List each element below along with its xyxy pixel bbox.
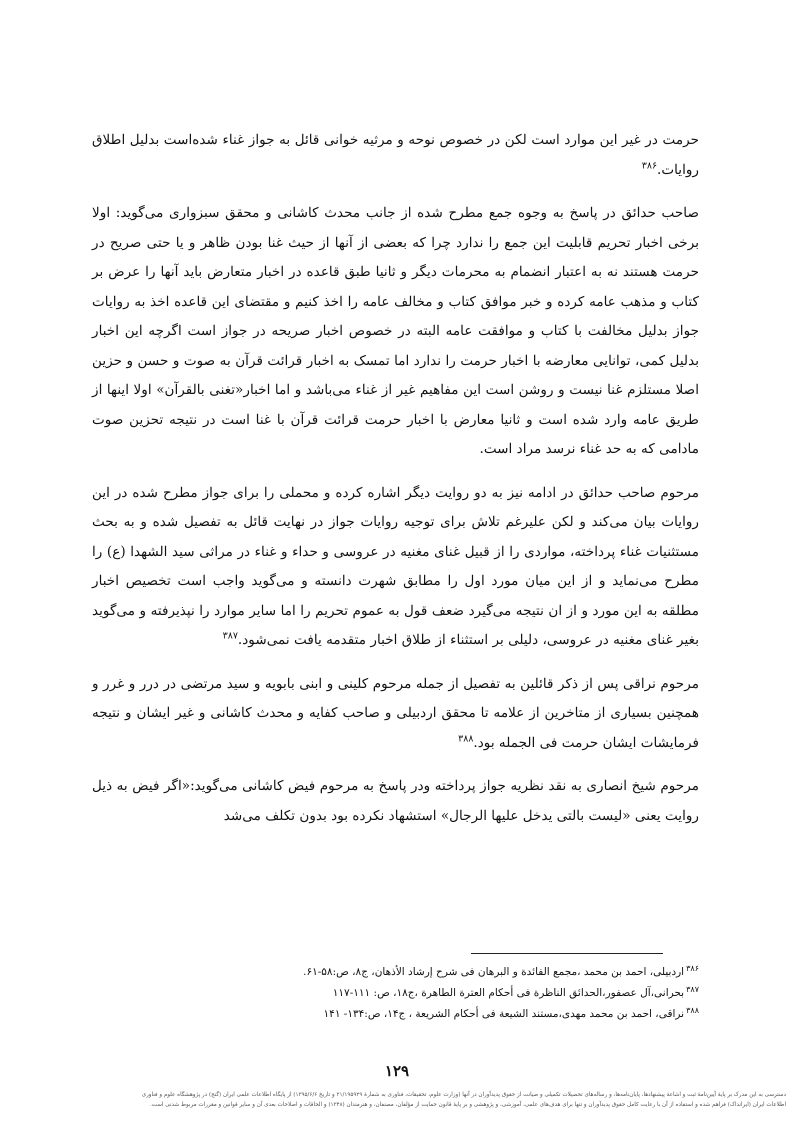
paragraph [92, 479, 699, 656]
paragraph [92, 126, 699, 185]
footnote-reference: ۳۸۸ [458, 732, 474, 744]
footnote-text: نراقی، احمد بن محمد مهدی،مستند الشیعة فی أحکام الشریعة ، ج۱۴، ص:۱۳۴- ۱۴۱ [323, 1008, 685, 1020]
body-text [92, 126, 699, 845]
footnote-number: ۳۸۶ [686, 963, 699, 973]
page-number: ۱۲۹ [384, 1062, 410, 1080]
footnote-separator [471, 953, 663, 954]
paragraph [92, 199, 699, 465]
paragraph-text: مرحوم نراقی پس از ذکر قائلین به تفصیل از جمله مرحوم کلینی و ابنی بابویه و سید مرتضی در درر و غرر و همچنین بسیاری از متاخرین از علامه تا محقق اردبیلی و صاحب کفایه و محدث کاشانی و غیر ایشان و نتیجه فرمایشات ایشان حرمت فی الجمله بود. [92, 675, 699, 751]
footnote [92, 1004, 699, 1025]
footnote-text: اردبیلی، احمد بن محمد ،مجمع الفائدة و البرهان فی شرح إرشاد الأذهان، ج۸، ص:۵۸-۶۱. [303, 966, 685, 978]
access-notice-line: اطلاعات ایران (ایرانداک) فراهم شده و استفاده از آن با رعایت کامل حقوق پدیدآوران و تنها برای هدف‌های علمی، آموزشی، و پژوهشی و بر پایهٔ قانون حمایت از مؤلفان، مصنفان، و هنرمندان (۱۳۴۸) و الحاقات و اصلاحات بعدی آن و سایر قوانین و مقررات مربوط شدنی است. [149, 1102, 786, 1108]
paragraph [92, 670, 699, 759]
footnote-text: بحرانی،آل عصفور،الحدائق الناظرة فی أحکام العترة الطاهرة ،ج۱۸، ص: ۱۱۱-۱۱۷ [332, 987, 685, 999]
footnote [92, 983, 699, 1004]
access-notice-line: دسترسی به این مدرک بر پایهٔ آیین‌نامهٔ ثبت و اشاعهٔ پیشنهادها، پایان‌نامه‌ها، و رساله‌های تحصیلات تکمیلی و صیانت از حقوق پدیدآوران در آنها (وزارت علوم، تحقیقات، فناوری به شمارهٔ ۲۱/۱۹۵۹۲۹ و تاریخ ۱۳۹۵/۶/۶) از پایگاه اطلاعات علمی ایران (گنج) در پژوهشگاه علوم و فناوری [141, 1092, 786, 1098]
footnote [92, 962, 699, 983]
footnote-number: ۳۸۷ [686, 984, 699, 994]
footnote-reference: ۳۸۷ [222, 630, 238, 642]
footnote-number: ۳۸۸ [686, 1005, 699, 1015]
paragraph-text: مرحوم صاحب حدائق در ادامه نیز به دو روایت دیگر اشاره کرده و محملی را برای جواز مطرح شده در این روایات بیان می‌کند و لکن علیرغم تلاش برای توجیه روایات جواز در نهایت قائل به تفصیل شده و به بحث مستثنیات غناء پرداخته، مواردی را از قبیل غنای مغنیه در عروسی و حداء و غناء در مراثی سید الشهدا (ع) را مطرح می‌نماید و از این میان مورد اول را مطابق شهرت دانسته و می‌گوید واجب است تخصیص اخبار مطلقه به این مورد و از ان نتیجه می‌گیرد ضعف قول به عموم تحریم را اما سایر موارد را نپذیرفته و می‌گوید بغیر غنای مغنیه در عروسی، دلیلی بر استثناء از طلاق اخبار متقدمه یافت نمی‌شود. [92, 484, 699, 648]
paragraph-text: مرحوم شیخ انصاری به نقد نظریه جواز پرداخته ودر پاسخ به مرحوم فیض کاشانی می‌گوید:«اگر فیض به ذیل روایت یعنی «لیست بالتی یدخل علیها الرجال» استشهاد نکرده بود بدون تکلف می‌شد [92, 778, 699, 824]
paragraph-text: حرمت در غیر این موارد است لکن در خصوص نوحه و مرثیه خوانی قائل به جواز غناء شده‌است بدلیل اطلاق روایات. [92, 132, 699, 178]
footnote-reference: ۳۸۶ [641, 159, 658, 171]
paragraph-text: صاحب حدائق در پاسخ به وجوه جمع مطرح شده از جانب محدث کاشانی و محقق سبزواری می‌گوید: اولا برخی اخبار تحریم قابلیت این جمع را ندارد چرا که بعضی از آنها از حیث غنا بودن ظاهر و یا حتی صریح در حرمت هستند نه به اعتبار انضمام به محرمات دیگر و ثانیا طبق قاعده در اخبار متعارض باید آنها را عرض بر کتاب و مذهب عامه کرده و خبر موافق کتاب و مخالف عامه را اخذ کنیم و مقتضای این قاعده اخذ به روایات جواز بدلیل مخالفت با کتاب و موافقت عامه البته در خصوص اخبار صریحه در جواز است اگرچه این اخبار بدلیل کمی، توانایی معارضه با اخبار حرمت را ندارد اما تمسک به اخبار قرائت قرآن به صوت و حسن و حزین اصلا مستلزم غنا نیست و روشن است این مفاهیم غیر از غناء می‌باشد و اما اخبار«تغنی بالقرآن» اولا اینها از طریق عامه وارد شده است و ثانیا معارض با اخبار حرمت قرائت قرآن با غنا است در نتیجه تحزین صوت مادامی که به حد غناء نرسد مراد است. [92, 205, 699, 457]
access-notice [8, 1090, 786, 1110]
footnotes [92, 962, 699, 1025]
paragraph [92, 772, 699, 831]
